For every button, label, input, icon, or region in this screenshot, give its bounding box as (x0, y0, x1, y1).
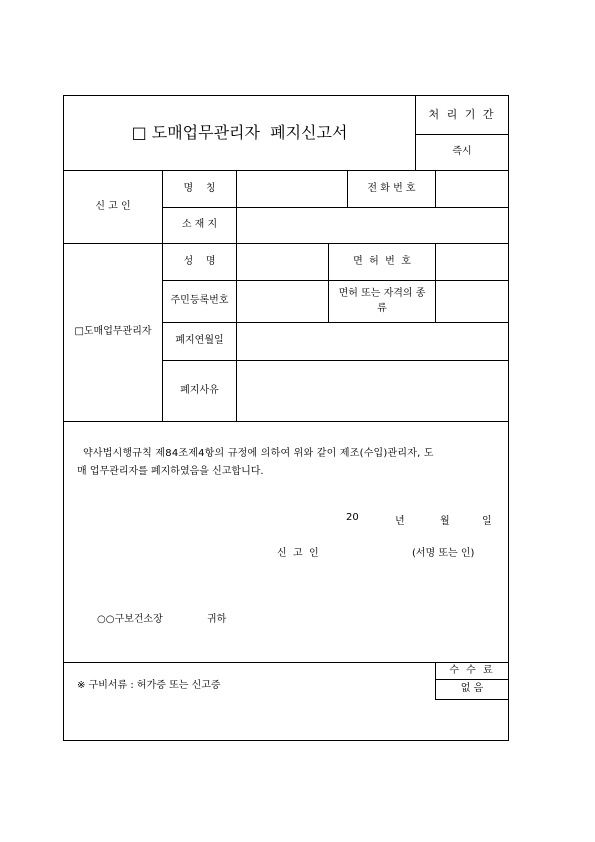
date-month-unit: 월 (440, 516, 450, 527)
reporter-phone-field[interactable] (436, 171, 508, 207)
date-day-unit: 일 (482, 516, 492, 527)
manager-license-type-field[interactable] (436, 281, 508, 322)
manager-closure-reason-label: 폐지사유 (180, 384, 219, 396)
date-year-prefix: 20 (346, 512, 359, 523)
reporter-address-field[interactable] (237, 208, 508, 243)
fee-bottom (435, 699, 509, 700)
processing-divider (415, 134, 509, 135)
signature-note[interactable]: (서명 또는 인) (412, 548, 475, 559)
reporter-bottom (63, 243, 509, 244)
manager-license-label: 면 허 번 호 (353, 255, 411, 267)
signer-label: 신 고 인 (277, 548, 319, 559)
declaration-line-2: 매 업무관리자를 폐지하였음을 신고합니다. (77, 466, 264, 477)
required-documents-note: ※ 구비서류 : 허가증 또는 신고증 (77, 680, 221, 691)
reporter-name-field[interactable] (237, 171, 347, 207)
declaration-line-1: 약사법시행규칙 제84조제4항의 규정에 의하여 위와 같이 제조(수입)관리자, 도 (83, 448, 434, 459)
frame-top (63, 95, 509, 96)
manager-mid-right (435, 243, 436, 322)
reporter-phone-left (347, 170, 348, 207)
frame-bottom (63, 740, 509, 741)
frame-left (63, 95, 64, 741)
title-bottom (63, 170, 509, 171)
reporter-phone-label: 전 화 번 호 (367, 182, 416, 194)
manager-rrn-label: 주민등록번호 (170, 295, 229, 307)
recipient: ○○구보건소장 (97, 614, 163, 625)
title-divider (415, 95, 416, 170)
manager-bottom (63, 421, 509, 422)
reporter-row-divider (162, 207, 509, 208)
processing-period-value: 즉시 (452, 146, 472, 158)
manager-section-label: □도매업무관리자 (74, 326, 152, 338)
manager-closure-date-label: 폐지연월일 (175, 335, 224, 347)
reporter-phone-right (435, 170, 436, 207)
reporter-address-label: 소 재 지 (181, 219, 218, 231)
footer-top (63, 662, 509, 663)
manager-name-field[interactable] (237, 244, 328, 280)
manager-rrn-field[interactable] (237, 281, 328, 322)
manager-license-type-label: 면허 또는 자격의 종류 (338, 288, 426, 314)
fee-label: 수 수 료 (449, 664, 495, 676)
manager-name-label: 성 명 (183, 255, 216, 267)
manager-closure-date-field[interactable] (237, 323, 508, 360)
recipient-honorific: 귀하 (207, 614, 227, 625)
manager-mid-left (328, 243, 329, 322)
reporter-section-label: 신 고 인 (95, 200, 131, 212)
manager-row-2 (162, 322, 509, 323)
processing-period-label: 처 리 기 간 (428, 108, 496, 122)
fee-divider (435, 679, 509, 680)
manager-row-1 (162, 280, 509, 281)
form-title: □ 도매업무관리자 폐지신고서 (131, 123, 348, 143)
fee-value: 없 음 (460, 683, 484, 695)
manager-closure-reason-field[interactable] (237, 361, 508, 421)
fee-left (435, 662, 436, 699)
manager-row-3 (162, 360, 509, 361)
manager-license-field[interactable] (436, 244, 508, 280)
reporter-name-label: 명 칭 (183, 182, 216, 194)
date-year-unit: 년 (395, 516, 405, 527)
frame-right (508, 95, 509, 741)
